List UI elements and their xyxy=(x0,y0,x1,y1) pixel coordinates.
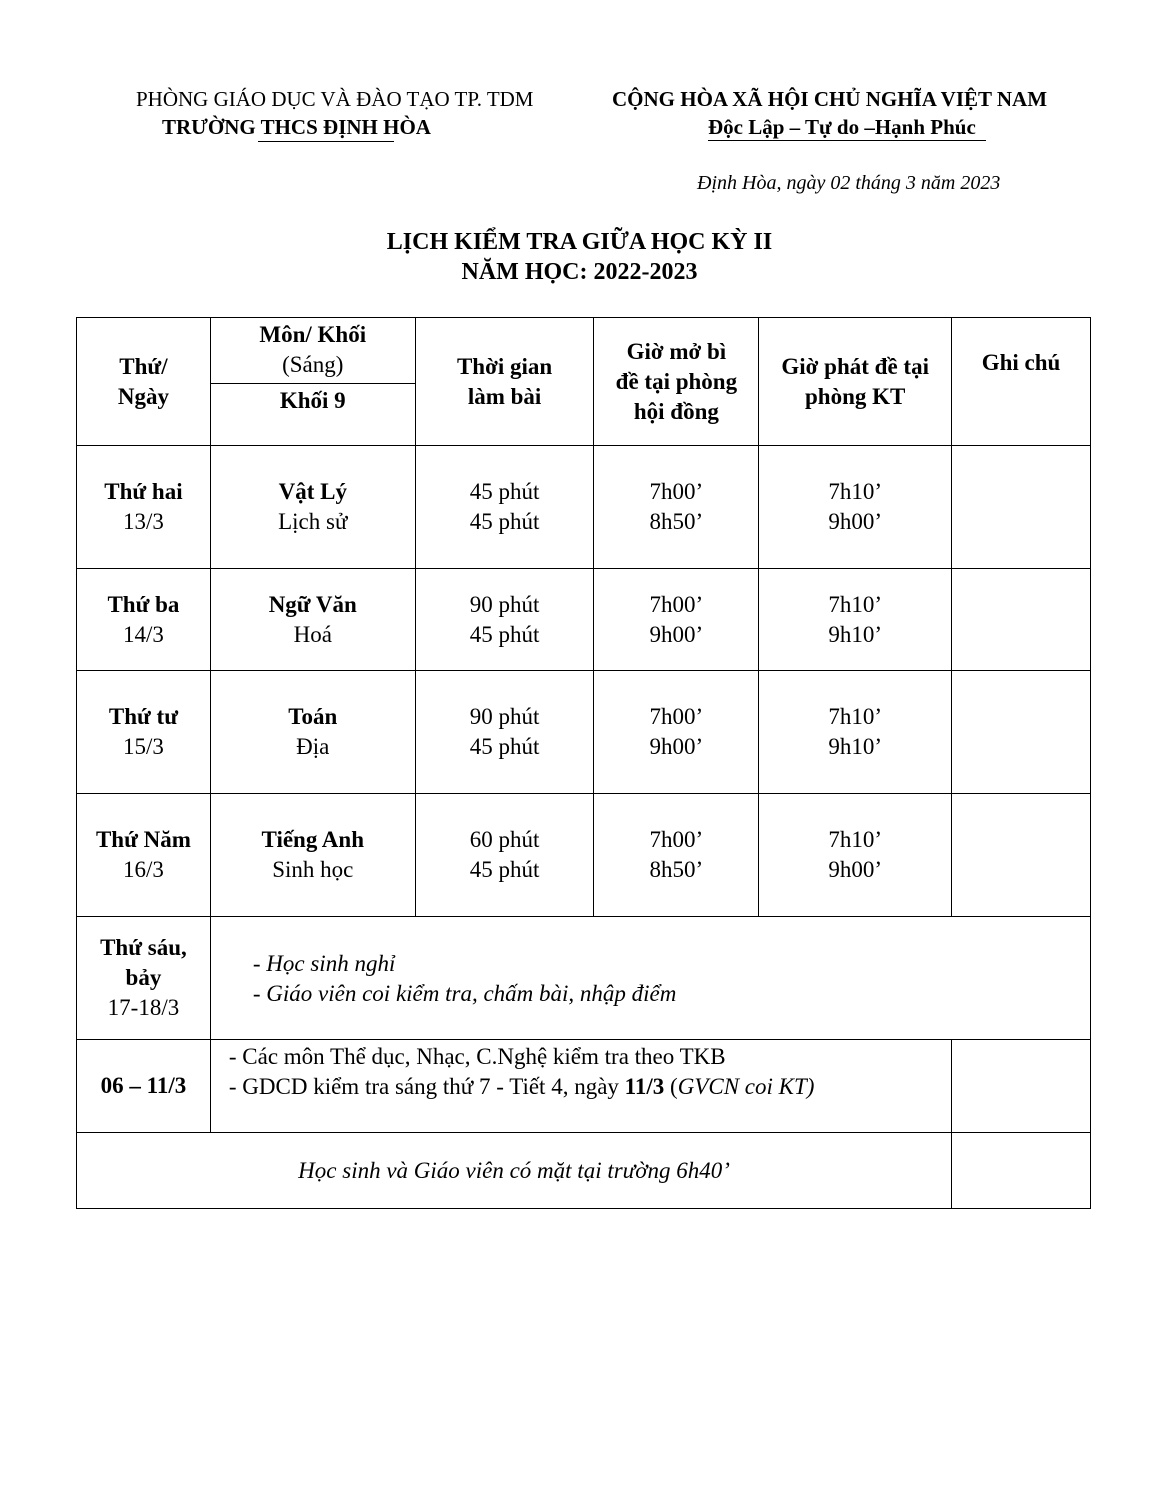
duration-cell: 90 phút 45 phút xyxy=(415,671,594,794)
exam-schedule-table xyxy=(76,317,1091,1209)
header-duration: Thời gian làm bài xyxy=(415,318,594,446)
rest-days-row xyxy=(77,917,1091,1040)
school-underline xyxy=(258,141,394,142)
document-title: LỊCH KIỂM TRA GIỮA HỌC KỲ II xyxy=(386,229,773,255)
day-cell: Thứ ba 14/3 xyxy=(77,569,211,671)
subject-cell: Toán Địa xyxy=(210,671,415,794)
table-header-row xyxy=(77,318,1091,446)
duration-cell: 60 phút 45 phút xyxy=(415,794,594,917)
rest-days-notes: - Học sinh nghỉ - Giáo viên coi kiểm tra, chấm bài, nhập điểm xyxy=(210,917,1090,1040)
open-time-cell: 7h00’ 8h50’ xyxy=(594,446,759,569)
open-time-cell: 7h00’ 9h00’ xyxy=(594,569,759,671)
note-cell xyxy=(952,569,1091,671)
day-cell: Thứ hai 13/3 xyxy=(77,446,211,569)
subject-cell: Tiếng Anh Sinh học xyxy=(210,794,415,917)
table-row xyxy=(77,569,1091,671)
duration-cell: 45 phút 45 phút xyxy=(415,446,594,569)
header-day: Thứ/ Ngày xyxy=(77,318,211,446)
day-cell: Thứ tư 15/3 xyxy=(77,671,211,794)
distribute-time-cell: 7h10’ 9h10’ xyxy=(759,671,952,794)
subject-cell: Vật Lý Lịch sử xyxy=(210,446,415,569)
footer-row xyxy=(77,1133,1091,1209)
note-cell xyxy=(952,1133,1091,1209)
open-time-cell: 7h00’ 9h00’ xyxy=(594,671,759,794)
header-distribute-time: Giờ phát đề tại phòng KT xyxy=(759,318,952,446)
distribute-time-cell: 7h10’ 9h00’ xyxy=(759,446,952,569)
header-grade: Khối 9 xyxy=(211,383,415,416)
other-range-cell: 06 – 11/3 xyxy=(77,1040,211,1133)
duration-cell: 90 phút 45 phút xyxy=(415,569,594,671)
distribute-time-cell: 7h10’ 9h00’ xyxy=(759,794,952,917)
note-cell xyxy=(952,1040,1091,1133)
subject-cell: Ngữ Văn Hoá xyxy=(210,569,415,671)
table-row xyxy=(77,446,1091,569)
department-name: PHÒNG GIÁO DỤC VÀ ĐÀO TẠO TP. TDM xyxy=(136,87,534,111)
header-subject: Môn/ Khối (Sáng) Khối 9 xyxy=(210,318,415,446)
republic-name: CỘNG HÒA XÃ HỘI CHỦ NGHĨA VIỆT NAM xyxy=(612,87,1048,111)
national-motto: Độc Lập – Tự do –Hạnh Phúc xyxy=(708,114,986,141)
footer-note: Học sinh và Giáo viên có mặt tại trường 6h40’ xyxy=(77,1133,952,1209)
school-name: TRƯỜNG THCS ĐỊNH HÒA xyxy=(162,115,431,139)
day-cell: Thứ Năm 16/3 xyxy=(77,794,211,917)
header-note: Ghi chú xyxy=(952,318,1091,446)
other-subjects-notes: - Các môn Thể dục, Nhạc, C.Nghệ kiểm tra theo TKB - GDCD kiểm tra sáng thứ 7 - Tiết 4, ngày 11/3 (GVCN coi KT) xyxy=(210,1040,951,1133)
open-time-cell: 7h00’ 8h50’ xyxy=(594,794,759,917)
rest-day-cell: Thứ sáu, bảy 17-18/3 xyxy=(77,917,211,1040)
note-cell xyxy=(952,671,1091,794)
header-open-time: Giờ mở bì đề tại phòng hội đồng xyxy=(594,318,759,446)
other-subjects-row xyxy=(77,1040,1091,1133)
table-row xyxy=(77,794,1091,917)
date-line: Định Hòa, ngày 02 tháng 3 năm 2023 xyxy=(697,172,1001,194)
note-cell xyxy=(952,794,1091,917)
distribute-time-cell: 7h10’ 9h10’ xyxy=(759,569,952,671)
table-row xyxy=(77,671,1091,794)
school-year-title: NĂM HỌC: 2022-2023 xyxy=(461,259,698,285)
note-cell xyxy=(952,446,1091,569)
